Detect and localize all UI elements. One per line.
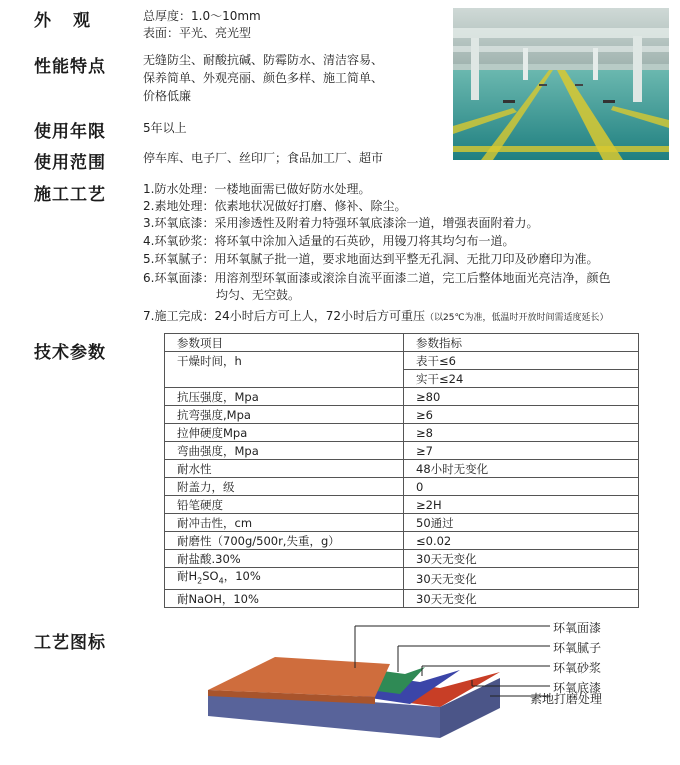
h2so4-mid: SO	[202, 569, 219, 583]
h2so4-pre: 耐H	[177, 569, 198, 583]
process-heading: 施工工艺	[34, 185, 106, 205]
process-step-7	[143, 308, 673, 326]
thickness-text: 总厚度：1.0～10mm	[143, 9, 261, 23]
row-value: ≥80	[404, 388, 639, 406]
h2so4-sub2: 4	[218, 576, 224, 586]
row-value: 30天无变化	[404, 590, 639, 608]
table-row	[165, 352, 639, 370]
process-step-5	[143, 251, 663, 267]
layer-label-3: 环氧砂浆	[553, 661, 602, 675]
row-item: 弯曲强度，Mpa	[165, 442, 404, 460]
layer-label-2: 环氧腻子	[553, 641, 602, 655]
row-value: ≤0.02	[404, 532, 639, 550]
row-value: 30天无变化	[404, 568, 639, 590]
diagram-heading: 工艺图标	[34, 633, 106, 653]
row-item: 耐盐酸.30%	[165, 550, 404, 568]
layer-label-1: 环氧面漆	[553, 621, 602, 635]
row-item: 耐水性	[165, 460, 404, 478]
step-note: （以25℃为准，低温时开放时间需适度延长）	[425, 313, 609, 323]
table-row	[165, 496, 639, 514]
service-life-value: 5年以上	[143, 121, 187, 135]
drying-surface: 表干≤6	[404, 352, 639, 370]
row-item: 耐NaOH，10%	[165, 590, 404, 608]
tech-heading: 技术参数	[34, 343, 106, 363]
table-row	[165, 550, 639, 568]
row-item: 耐磨性（700g/500r,失重，g）	[165, 532, 404, 550]
layer-label-4: 环氧底漆	[553, 681, 602, 695]
step-text: 依素地状况做好打磨、修补、除尘。	[214, 199, 407, 213]
scope-heading: 使用范围	[34, 153, 106, 173]
layer-diagram	[190, 612, 550, 752]
surface-text: 表面：平光、亮光型	[143, 26, 252, 40]
step-text: 用溶剂型环氧面漆或滚涂自流平面漆二道，完工后整体地面光亮洁净，颜色	[214, 271, 611, 285]
row-item: 铅笔硬度	[165, 496, 404, 514]
row-item: 附盖力，级	[165, 478, 404, 496]
step-label: 2.素地处理：	[143, 199, 215, 213]
row-value: ≥8	[404, 424, 639, 442]
row-value: 0	[404, 478, 639, 496]
header-item: 参数项目	[165, 334, 404, 352]
row-item: 抗弯强度,Mpa	[165, 406, 404, 424]
params-table	[164, 333, 639, 608]
drying-item: 干燥时间，h	[165, 352, 404, 388]
top-layer	[208, 657, 390, 697]
step-label: 7.施工完成：	[143, 309, 215, 323]
table-row	[165, 460, 639, 478]
features-line-2: 保养简单、外观亮丽、颜色多样、施工简单、	[143, 71, 384, 85]
row-value: 30天无变化	[404, 550, 639, 568]
step-label: 4.环氧砂浆：	[143, 234, 215, 248]
row-value: ≥2H	[404, 496, 639, 514]
table-row	[165, 406, 639, 424]
step-label: 5.环氧腻子：	[143, 252, 215, 266]
table-row	[165, 568, 639, 590]
header-value: 参数指标	[404, 334, 639, 352]
features-line-1: 无缝防尘、耐酸抗碱、防霉防水、清洁容易、	[143, 53, 384, 67]
process-step-2	[143, 198, 663, 214]
h2so4-post: ，10%	[223, 569, 261, 583]
garage-floor-photo	[453, 8, 669, 160]
features-line-3: 价格低廉	[143, 89, 192, 103]
h2so4-sub1: 2	[197, 576, 203, 586]
row-item-h2so4	[165, 568, 404, 590]
process-step-6-continued: 均匀、无空鼓。	[216, 288, 301, 302]
table-row	[165, 478, 639, 496]
garage-floor-illustration	[453, 8, 669, 160]
row-item: 拉伸硬度Mpa	[165, 424, 404, 442]
features-heading: 性能特点	[34, 57, 106, 77]
row-value: 48小时无变化	[404, 460, 639, 478]
scope-value: 停车库、电子厂、丝印厂；食品加工厂、超市	[143, 151, 384, 165]
step-text: 将环氧中涂加入适量的石英砂，用镘刀将其均匀布一道。	[214, 234, 515, 248]
step-text: 24小时后方可上人，72小时后方可重压	[214, 309, 425, 323]
process-step-4	[143, 233, 663, 249]
table-header-row	[165, 334, 639, 352]
table-row	[165, 388, 639, 406]
row-value: 50通过	[404, 514, 639, 532]
process-step-3	[143, 215, 663, 231]
service-life-heading: 使用年限	[34, 122, 106, 142]
row-item: 抗压强度，Mpa	[165, 388, 404, 406]
table-row	[165, 442, 639, 460]
step-text: 一楼地面需已做好防水处理。	[214, 182, 371, 196]
step-text: 采用渗透性及附着力特强环氧底漆涂一道，增强表面附着力。	[214, 216, 539, 230]
step-text: 用环氧腻子批一道，要求地面达到平整无孔洞、无批刀印及砂磨印为准。	[214, 252, 599, 266]
appearance-heading: 外观	[34, 11, 112, 31]
step-label: 6.环氧面漆：	[143, 271, 215, 285]
row-value: ≥7	[404, 442, 639, 460]
row-value: ≥6	[404, 406, 639, 424]
table-row	[165, 532, 639, 550]
process-step-1	[143, 181, 663, 197]
step-label: 3.环氧底漆：	[143, 216, 215, 230]
layer-label-5: 素地打磨处理	[530, 692, 603, 706]
table-row	[165, 424, 639, 442]
row-item: 耐冲击性，cm	[165, 514, 404, 532]
drying-hard: 实干≤24	[404, 370, 639, 388]
table-row	[165, 514, 639, 532]
process-step-6	[143, 270, 663, 286]
step-label: 1.防水处理：	[143, 182, 215, 196]
table-row	[165, 590, 639, 608]
